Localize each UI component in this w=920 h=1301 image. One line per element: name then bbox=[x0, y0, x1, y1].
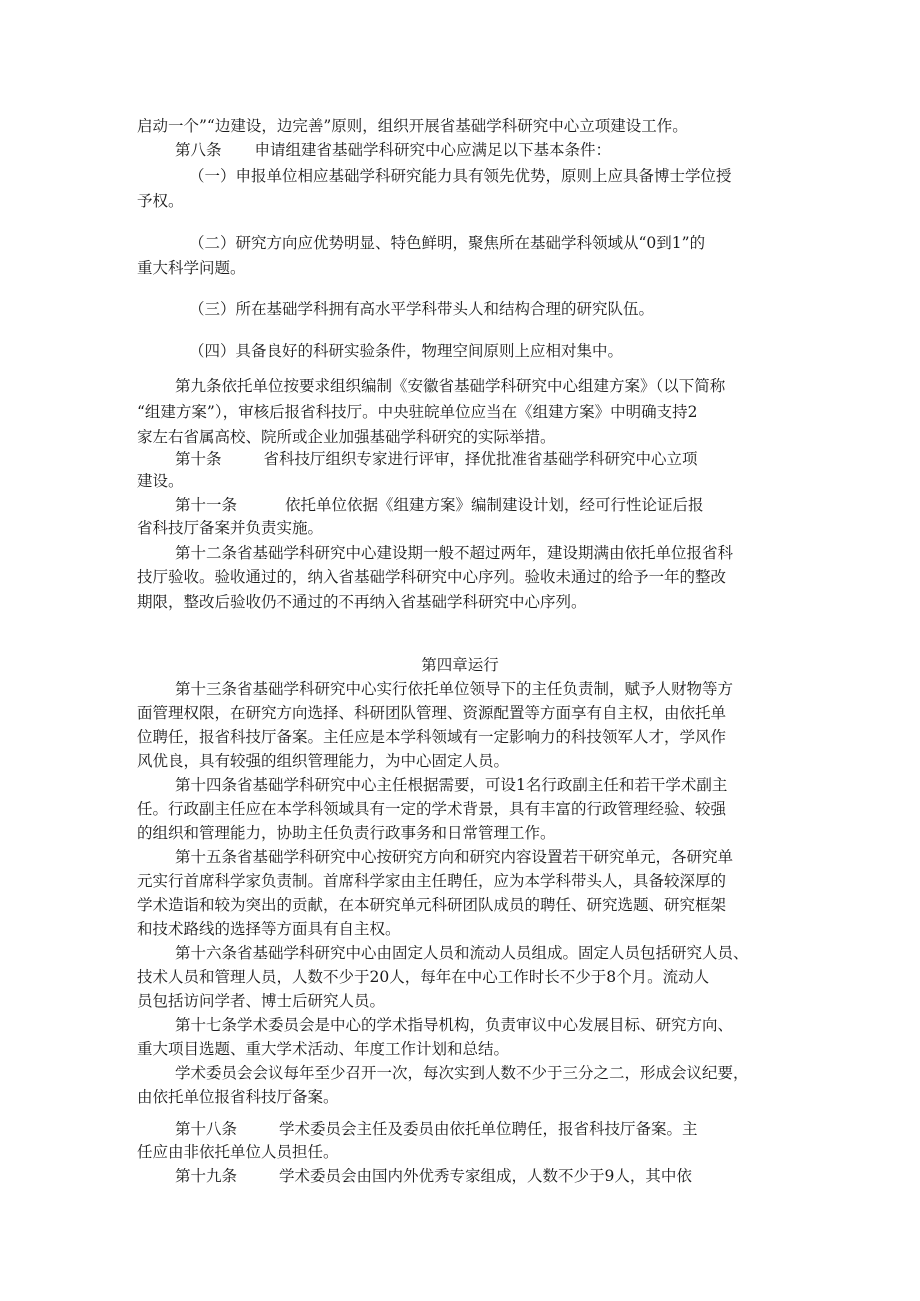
body-line: 建设。 bbox=[137, 472, 184, 490]
condition-line: （三）所在基础学科拥有高水平学科带头人和结构合理的研究队伍。 bbox=[189, 300, 655, 318]
body-line: 面管理权限，在研究方向选择、科研团队管理、资源配置等方面享有自主权，由依托单 bbox=[137, 704, 727, 722]
article-18-line bbox=[175, 1119, 698, 1139]
condition-line: （二）研究方向应优势明显、特色鲜明，聚焦所在基础学科领域从“0到1”的 bbox=[189, 234, 706, 252]
article-text: 省科技厅组织专家进行评审，择优批准省基础学科研究中心立项 bbox=[263, 450, 698, 468]
body-line: 学术造诣和较为突出的贡献，在本研究单元科研团队成员的聘任、研究选题、研究框架 bbox=[137, 896, 727, 914]
body-line: 元实行首席科学家负责制。首席科学家由主任聘任，应为本学科带头人，具备较深厚的 bbox=[137, 872, 727, 890]
body-line: “组建方案”），审核后报省科技厅。中央驻皖单位应当在《组建方案》中明确支持2 bbox=[137, 403, 698, 421]
body-line: 启动一个”“边建设，边完善”原则，组织开展省基础学科研究中心立项建设工作。 bbox=[137, 117, 688, 135]
article-label: 第十条 bbox=[175, 450, 222, 468]
body-line: 和技术路线的选择等方面具有自主权。 bbox=[137, 920, 401, 938]
body-line: 学术委员会会议每年至少召开一次，每次实到人数不少于三分之二，形成会议纪要， bbox=[175, 1064, 749, 1082]
article-10-line bbox=[175, 449, 698, 469]
article-label: 第十八条 bbox=[175, 1120, 238, 1138]
condition-line: （四）具备良好的科研实验条件，物理空间原则上应相对集中。 bbox=[189, 342, 624, 360]
body-line: 任。行政副主任应在本学科领域具有一定的学术背景，具有丰富的行政管理经验、较强 bbox=[137, 800, 727, 818]
article-text: 依托单位依据《组建方案》编制建设计划，经可行性论证后报 bbox=[285, 496, 704, 514]
article-9-line: 第九条依托单位按要求组织编制《安徽省基础学科研究中心组建方案》（以下简称 bbox=[175, 377, 726, 395]
body-line: 由依托单位报省科技厅备案。 bbox=[137, 1088, 339, 1106]
body-line: 的组织和管理能力，协助主任负责行政事务和日常管理工作。 bbox=[137, 824, 556, 842]
body-line: 重大项目选题、重大学术活动、年度工作计划和总结。 bbox=[137, 1040, 510, 1058]
article-label: 第十九条 bbox=[175, 1167, 238, 1185]
article-label: 第八条 bbox=[175, 141, 222, 159]
body-line: 任应由非依托单位人员担任。 bbox=[137, 1143, 339, 1161]
article-label: 第十一条 bbox=[175, 496, 238, 514]
body-line: 期限，整改后验收仍不通过的不再纳入省基础学科研究中心序列。 bbox=[137, 593, 587, 611]
article-17-line: 第十七条学术委员会是中心的学术指导机构，负责审议中心发展目标、研究方向、 bbox=[175, 1016, 734, 1034]
body-line: 技术人员和管理人员，人数不少于20人，每年在中心工作时长不少于8个月。流动人 bbox=[137, 968, 710, 986]
condition-line: （一）申报单位相应基础学科研究能力具有领先优势，原则上应具备博士学位授 bbox=[189, 167, 732, 185]
article-14-line: 第十四条省基础学科研究中心主任根据需要，可设1名行政副主任和若干学术副主 bbox=[175, 776, 728, 794]
article-8-line bbox=[175, 140, 611, 160]
article-13-line: 第十三条省基础学科研究中心实行依托单位领导下的主任负责制，赋予人财物等方 bbox=[175, 680, 734, 698]
chapter-title: 第四章运行 bbox=[421, 656, 499, 674]
body-line: 技厅验收。验收通过的，纳入省基础学科研究中心序列。验收未通过的给予一年的整改 bbox=[137, 568, 727, 586]
article-text: 学术委员会主任及委员由依托单位聘任，报省科技厅备案。主 bbox=[279, 1120, 698, 1138]
body-line: 省科技厅备案并负责实施。 bbox=[137, 519, 324, 537]
article-19-line bbox=[175, 1166, 692, 1186]
article-text: 申请组建省基础学科研究中心应满足以下基本条件： bbox=[254, 141, 612, 159]
article-16-line: 第十六条省基础学科研究中心由固定人员和流动人员组成。固定人员包括研究人员、 bbox=[175, 944, 749, 962]
body-line: 风优良，具有较强的组织管理能力，为中心固定人员。 bbox=[137, 752, 510, 770]
body-line: 予权。 bbox=[137, 192, 184, 210]
body-line: 重大科学问题。 bbox=[137, 259, 246, 277]
body-line: 员包括访问学者、博士后研究人员。 bbox=[137, 992, 386, 1010]
article-text: 学术委员会由国内外优秀专家组成，人数不少于9人，其中依 bbox=[279, 1167, 692, 1185]
body-line: 位聘任，报省科技厅备案。主任应是本学科领域有一定影响力的科技领军人才，学风作 bbox=[137, 728, 727, 746]
body-line: 家左右省属高校、院所或企业加强基础学科研究的实际举措。 bbox=[137, 428, 556, 446]
article-12-line: 第十二条省基础学科研究中心建设期一般不超过两年，建设期满由依托单位报省科 bbox=[175, 544, 734, 562]
article-11-line bbox=[175, 495, 704, 515]
article-15-line: 第十五条省基础学科研究中心按研究方向和研究内容设置若干研究单元，各研究单 bbox=[175, 848, 734, 866]
